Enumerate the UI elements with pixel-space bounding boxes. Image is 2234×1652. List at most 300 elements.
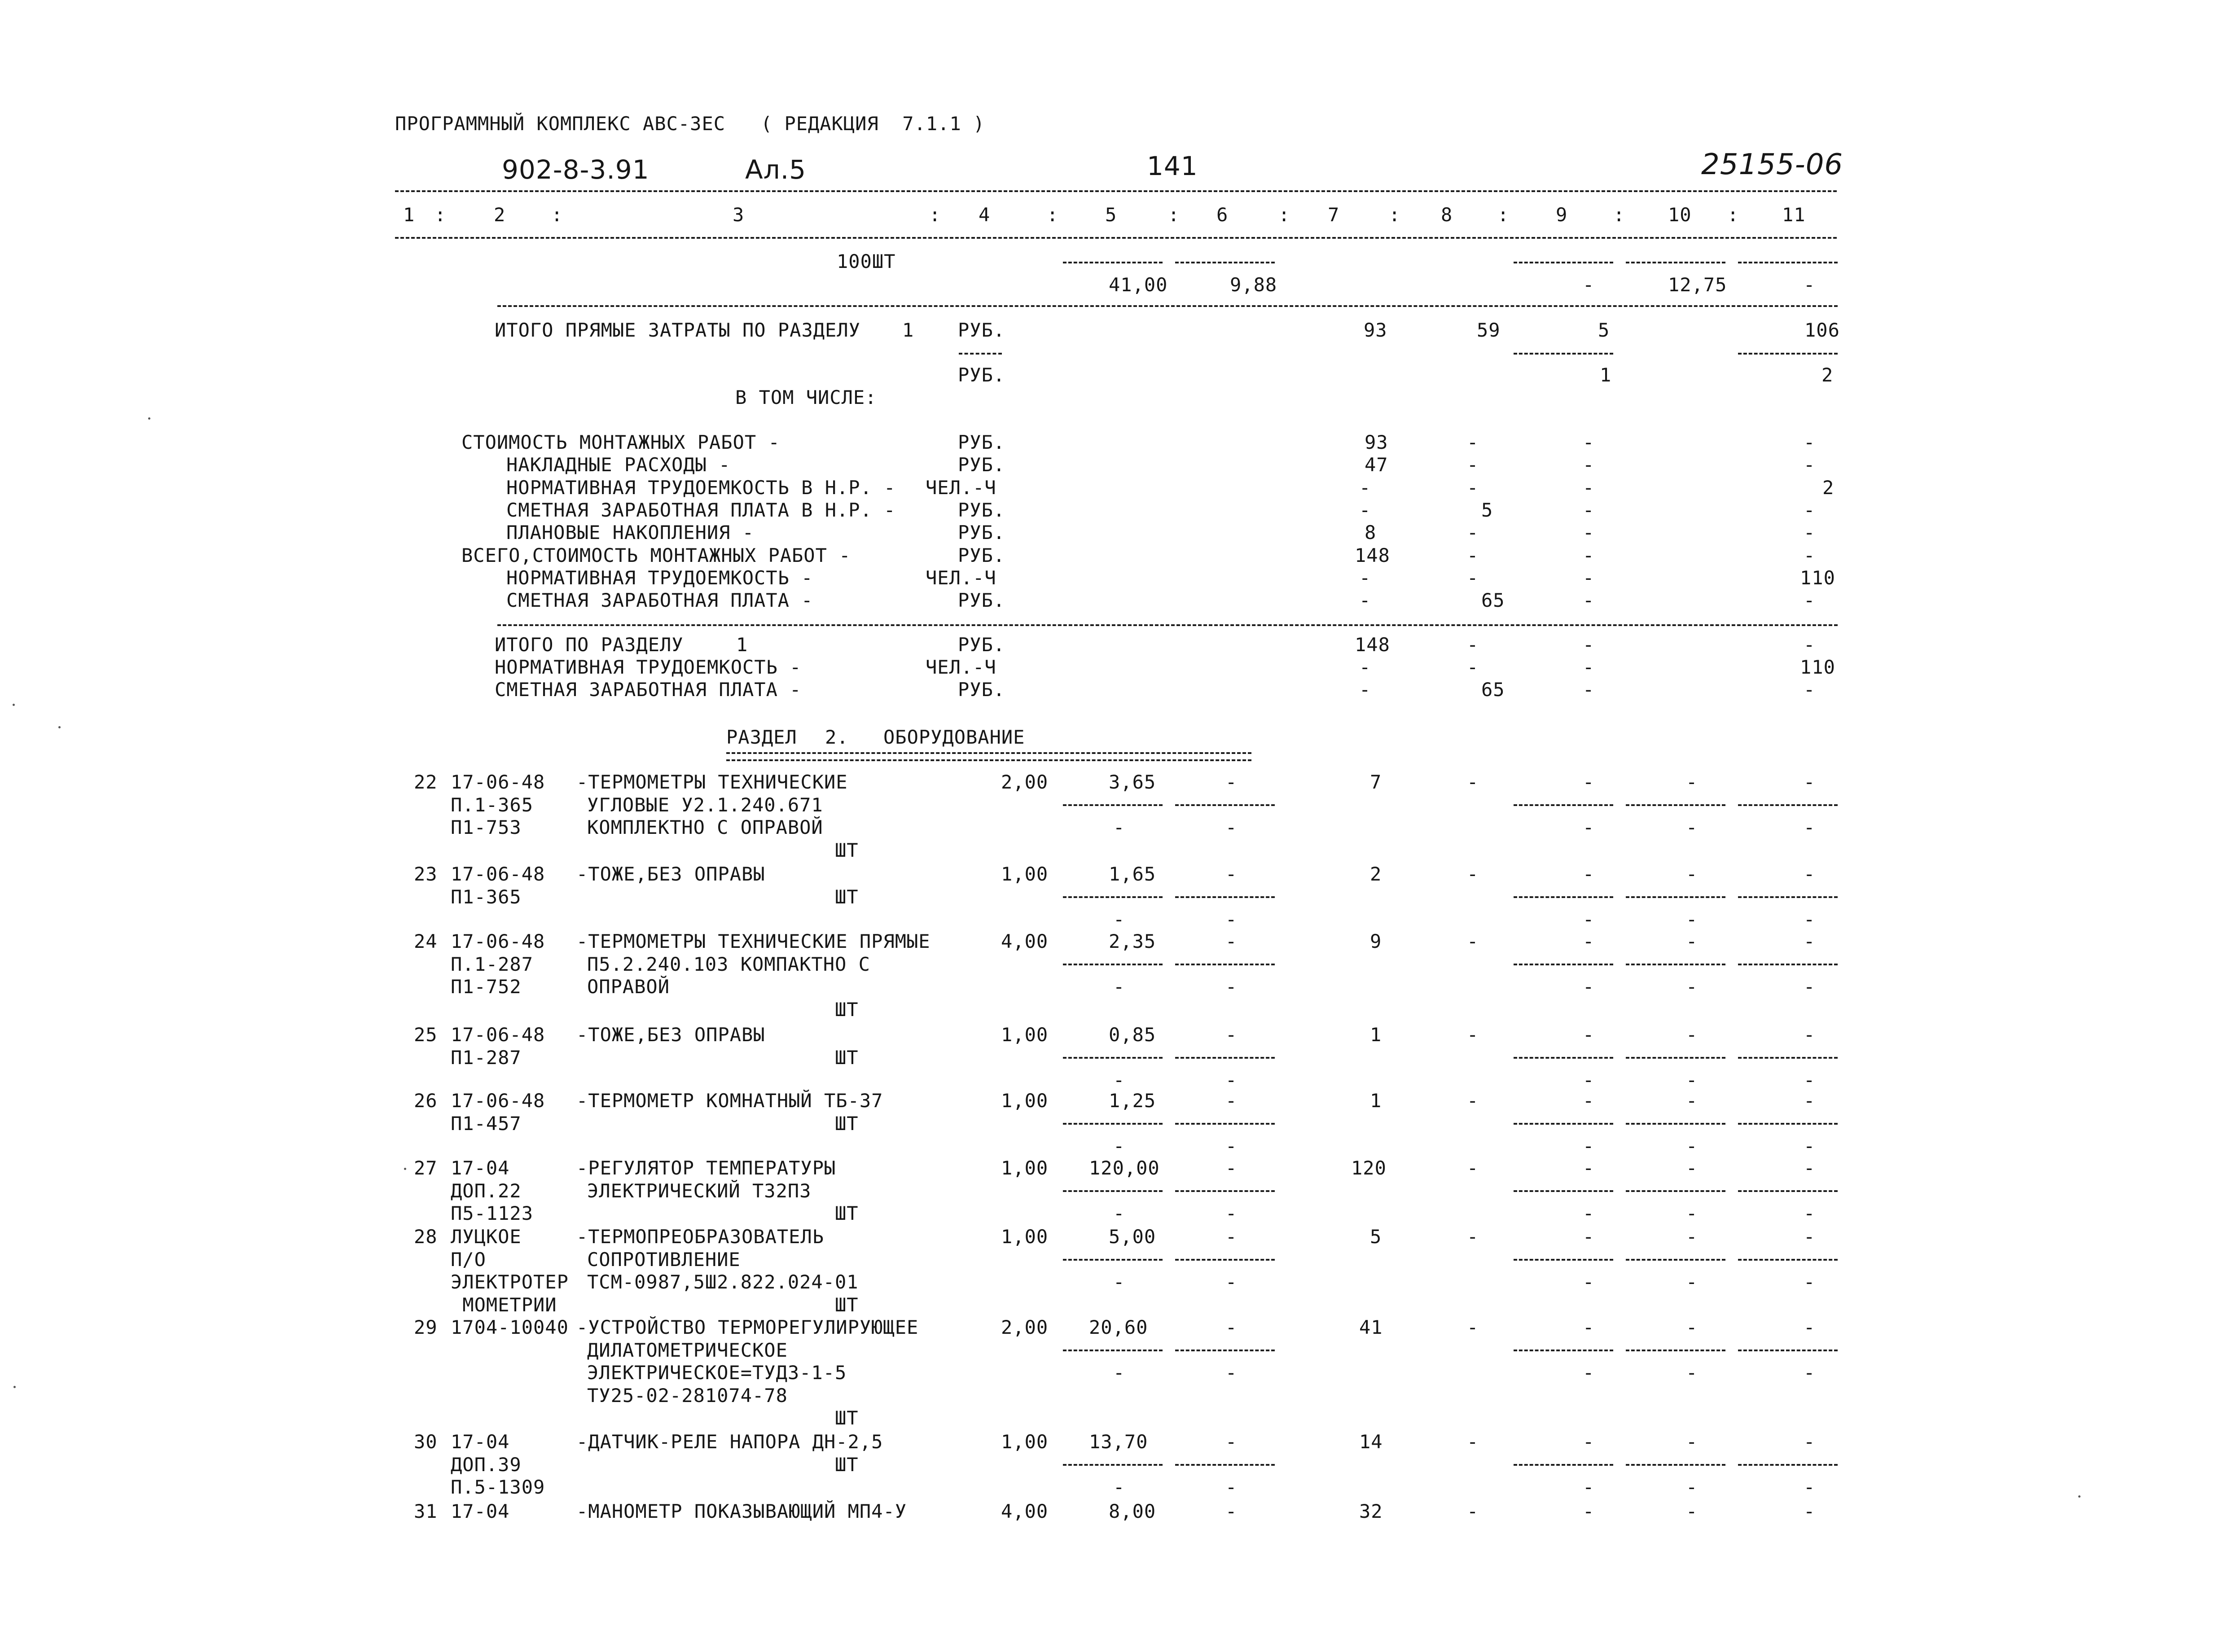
itogo-razdel-unit: ЧЕЛ.-Ч <box>926 656 996 678</box>
item-number: 27 <box>414 1157 438 1179</box>
item-sub-rule-9 <box>1514 804 1613 806</box>
item-c9: - <box>1583 1157 1595 1179</box>
breakdown-c11: - <box>1804 499 1816 521</box>
item-description: -РЕГУЛЯТОР ТЕМПЕРАТУРЫ <box>576 1157 836 1179</box>
item-c7: 1 <box>1370 1024 1382 1046</box>
item-c10: - <box>1686 1500 1698 1522</box>
section-word: РАЗДЕЛ <box>726 726 797 748</box>
item-quantity: 4,00 <box>1001 1500 1049 1522</box>
itogo-razdel-section: 1 <box>736 634 748 656</box>
item-sub-rule-5 <box>1063 896 1163 898</box>
column-number: 10 <box>1668 204 1692 226</box>
column-number: : <box>1389 204 1401 226</box>
item-sub-rule-11 <box>1738 1350 1838 1351</box>
rule-unit <box>959 353 1002 355</box>
item-c6: - <box>1225 1090 1238 1112</box>
item-c10: - <box>1686 863 1698 885</box>
item-unit: ШТ <box>835 885 859 908</box>
item-sub-rule-10 <box>1626 1350 1725 1351</box>
item-sub-c10: - <box>1686 976 1698 998</box>
item-description: СОПРОТИВЛЕНИЕ <box>587 1248 741 1271</box>
itogo-razdel-c8: - <box>1467 634 1479 656</box>
breakdown-label: НОРМАТИВНАЯ ТРУДОЕМКОСТЬ - <box>506 566 813 589</box>
breakdown-label: НАКЛАДНЫЕ РАСХОДЫ - <box>506 454 731 476</box>
item-sub-c6: - <box>1225 1135 1238 1157</box>
item-unit: ШТ <box>835 1046 859 1069</box>
scan-speck <box>2078 1495 2080 1498</box>
item-sub-c9: - <box>1583 1135 1595 1157</box>
item-c10: - <box>1686 1226 1698 1248</box>
section-title: ОБОРУДОВАНИЕ <box>883 726 1025 748</box>
item-sub-rule-6 <box>1175 804 1275 806</box>
scan-speck <box>13 704 15 706</box>
breakdown-c9: - <box>1583 521 1595 544</box>
item-quantity: 1,00 <box>1001 1157 1049 1179</box>
column-number: 1 <box>403 204 415 226</box>
column-number: : <box>1047 204 1059 226</box>
rule-before-razdel-total <box>497 624 1838 626</box>
section-underline <box>726 752 1251 761</box>
item-code: 17-06-48 <box>451 863 545 885</box>
item-c10: - <box>1686 771 1698 793</box>
item-c7: 2 <box>1370 863 1382 885</box>
item-unit: ШТ <box>835 1293 859 1316</box>
item-sub-rule-6 <box>1175 1464 1275 1466</box>
item-sub-c11: - <box>1804 1202 1816 1224</box>
item-sub-c11: - <box>1804 1271 1816 1293</box>
item-sub-rule-9 <box>1514 1464 1613 1466</box>
breakdown-c11: - <box>1804 454 1816 476</box>
item-sub-rule-11 <box>1738 1464 1838 1466</box>
item-number: 24 <box>414 930 438 952</box>
item-c11: - <box>1804 1431 1816 1453</box>
archive-number: 25155-06 <box>1701 148 1843 181</box>
breakdown-c8: - <box>1467 566 1479 589</box>
itogo-pryamye-c11: 106 <box>1804 319 1840 341</box>
breakdown-c7: 47 <box>1365 454 1388 476</box>
item-sub-rule-6 <box>1175 1190 1275 1192</box>
item-sub-rule-11 <box>1738 1123 1838 1125</box>
item-sub-c9: - <box>1583 1476 1595 1498</box>
item-number: 29 <box>414 1316 438 1338</box>
item-sub-rule-5 <box>1063 1190 1163 1192</box>
item-price: 13,70 <box>1089 1431 1148 1453</box>
item-c11: - <box>1804 1090 1816 1112</box>
rule-sub-6 <box>1175 262 1275 263</box>
column-number: : <box>551 204 563 226</box>
item-code: ЭЛЕКТРОТЕР <box>451 1271 569 1293</box>
item-unit: ШТ <box>835 1202 859 1224</box>
breakdown-unit: ЧЕЛ.-Ч <box>926 566 996 589</box>
item-sub-rule-6 <box>1175 1259 1275 1261</box>
item-c10: - <box>1686 930 1698 952</box>
item-quantity: 1,00 <box>1001 863 1049 885</box>
breakdown-c11: - <box>1804 544 1816 566</box>
breakdown-label: СМЕТНАЯ ЗАРАБОТНАЯ ПЛАТА - <box>506 589 813 612</box>
item-sub-rule-5 <box>1063 1057 1163 1059</box>
item-description: -ТЕРМОМЕТР КОМНАТНЫЙ ТБ-37 <box>576 1090 883 1112</box>
breakdown-c9: - <box>1583 589 1595 612</box>
item-number: 23 <box>414 863 438 885</box>
itogo-razdel-c11: - <box>1804 634 1816 656</box>
item-sub-rule-10 <box>1626 964 1725 965</box>
item-code: П.1-365 <box>451 793 534 816</box>
item-sub-rule-6 <box>1175 1123 1275 1125</box>
rule-sub-10 <box>1626 262 1725 263</box>
item-code: П5-1123 <box>451 1202 534 1224</box>
breakdown-c9: - <box>1583 454 1595 476</box>
item-c6: - <box>1225 1024 1238 1046</box>
item-code: 17-06-48 <box>451 930 545 952</box>
rule-sub-5 <box>1063 262 1163 263</box>
breakdown-label: СТОИМОСТЬ МОНТАЖНЫХ РАБОТ - <box>461 431 780 453</box>
itogo-razdel-c9: - <box>1583 679 1595 701</box>
item-code: П.1-287 <box>451 953 534 975</box>
item-sub-rule-9 <box>1514 896 1613 898</box>
item-description: КОМПЛЕКТНО С ОПРАВОЙ <box>587 816 823 838</box>
itogo-pryamye-c9: 5 <box>1598 319 1610 341</box>
item-code: П1-752 <box>451 976 522 998</box>
breakdown-c9: - <box>1583 566 1595 589</box>
item-quantity: 2,00 <box>1001 1316 1049 1338</box>
item-sub-rule-9 <box>1514 964 1613 965</box>
breakdown-c9: - <box>1583 476 1595 499</box>
breakdown-unit: РУБ. <box>958 544 1005 566</box>
item-c7: 1 <box>1370 1090 1382 1112</box>
breakdown-c7: - <box>1359 476 1371 499</box>
item-sub-c10: - <box>1686 1135 1698 1157</box>
item-sub-rule-10 <box>1626 896 1725 898</box>
item-c11: - <box>1804 930 1816 952</box>
item-price: 8,00 <box>1109 1500 1156 1522</box>
item-number: 25 <box>414 1024 438 1046</box>
breakdown-c7: - <box>1359 499 1371 521</box>
item-number: 28 <box>414 1226 438 1248</box>
item-c10: - <box>1686 1431 1698 1453</box>
item-code: 17-06-48 <box>451 1024 545 1046</box>
item-c7: 5 <box>1370 1226 1382 1248</box>
item-c6: - <box>1225 863 1238 885</box>
item-c9: - <box>1583 1431 1595 1453</box>
program-title: ПРОГРАММНЫЙ КОМПЛЕКС АВС-3ЕС ( РЕДАКЦИЯ 7.1.1 ) <box>395 113 985 135</box>
item-number: 30 <box>414 1431 438 1453</box>
item-c11: - <box>1804 1316 1816 1338</box>
section-number: 2. <box>825 726 849 748</box>
column-number: : <box>1168 204 1180 226</box>
item-sub-c5: - <box>1113 816 1125 838</box>
itogo-pryamye-unit2: РУБ. <box>958 364 1005 386</box>
itogo-razdel-c11: - <box>1804 679 1816 701</box>
item-quantity: 1,00 <box>1001 1090 1049 1112</box>
itogo-razdel-c9: - <box>1583 634 1595 656</box>
item-number: 22 <box>414 771 438 793</box>
item-c7: 14 <box>1359 1431 1383 1453</box>
item-description: ОПРАВОЙ <box>587 976 670 998</box>
column-number: 3 <box>733 204 745 226</box>
item-sub-c5: - <box>1113 1476 1125 1498</box>
item-sub-rule-10 <box>1626 1123 1725 1125</box>
item-sub-c5: - <box>1113 1069 1125 1091</box>
rule-before-itogo <box>497 305 1838 307</box>
breakdown-c7: 148 <box>1355 544 1390 566</box>
item-c10: - <box>1686 1316 1698 1338</box>
rule-c9 <box>1514 353 1613 355</box>
scan-speck <box>58 726 61 728</box>
item-sub-c6: - <box>1225 1069 1238 1091</box>
item-sub-rule-9 <box>1514 1123 1613 1125</box>
item-sub-rule-10 <box>1626 804 1725 806</box>
item-sub-rule-11 <box>1738 1057 1838 1059</box>
item-unit: ШТ <box>835 839 859 861</box>
item-sub-c6: - <box>1225 908 1238 930</box>
item-price: 2,35 <box>1109 930 1156 952</box>
itogo-pryamye-c11b: 2 <box>1821 364 1834 386</box>
itogo-razdel-c9: - <box>1583 656 1595 678</box>
itogo-razdel-c7: - <box>1359 656 1371 678</box>
item-sub-rule-6 <box>1175 1350 1275 1351</box>
item-c9: - <box>1583 771 1595 793</box>
item-unit: ШТ <box>835 1407 859 1429</box>
item-sub-rule-5 <box>1063 1464 1163 1466</box>
column-number: 11 <box>1782 204 1806 226</box>
item-c9: - <box>1583 1500 1595 1522</box>
breakdown-label: СМЕТНАЯ ЗАРАБОТНАЯ ПЛАТА В Н.Р. - <box>506 499 896 521</box>
item-sub-c5: - <box>1113 1362 1125 1384</box>
column-number: 6 <box>1216 204 1229 226</box>
item-code: 1704-10040 <box>451 1316 569 1338</box>
scan-speck <box>13 1386 16 1388</box>
column-number: 9 <box>1556 204 1568 226</box>
item-sub-c11: - <box>1804 1476 1816 1498</box>
itogo-razdel-unit: РУБ. <box>958 679 1005 701</box>
breakdown-c8: - <box>1467 544 1479 566</box>
header-rule-bottom <box>395 237 1837 239</box>
item-c8: - <box>1467 1157 1479 1179</box>
item-c11: - <box>1804 1226 1816 1248</box>
item-c9: - <box>1583 1024 1595 1046</box>
column-number: : <box>1613 204 1625 226</box>
item-code: П1-365 <box>451 885 522 908</box>
item-sub-c9: - <box>1583 976 1595 998</box>
breakdown-c7: - <box>1359 566 1371 589</box>
item-sub-c6: - <box>1225 1476 1238 1498</box>
item-c9: - <box>1583 1316 1595 1338</box>
item-c8: - <box>1467 771 1479 793</box>
item-sub-rule-5 <box>1063 1259 1163 1261</box>
item-number: 26 <box>414 1090 438 1112</box>
item-sub-c11: - <box>1804 908 1816 930</box>
item-quantity: 1,00 <box>1001 1226 1049 1248</box>
item-sub-rule-11 <box>1738 1259 1838 1261</box>
item-code: 17-04 <box>451 1500 510 1522</box>
item-c8: - <box>1467 1500 1479 1522</box>
itogo-razdel-c8: - <box>1467 656 1479 678</box>
item-description: -МАНОМЕТР ПОКАЗЫВАЮЩИЙ МП4-У <box>576 1500 907 1522</box>
item-sub-c10: - <box>1686 1202 1698 1224</box>
item-sub-c9: - <box>1583 816 1595 838</box>
breakdown-c7: - <box>1359 589 1371 612</box>
breakdown-c9: - <box>1583 499 1595 521</box>
item-quantity: 1,00 <box>1001 1024 1049 1046</box>
top-c11: - <box>1804 274 1816 296</box>
item-description: -ТОЖЕ,БЕЗ ОПРАВЫ <box>576 863 765 885</box>
header-rule-top <box>395 190 1837 192</box>
item-sub-rule-9 <box>1514 1259 1613 1261</box>
item-c11: - <box>1804 1024 1816 1046</box>
breakdown-unit: РУБ. <box>958 521 1005 544</box>
item-c9: - <box>1583 930 1595 952</box>
item-code: МОМЕТРИИ <box>451 1293 557 1316</box>
column-number: 7 <box>1328 204 1340 226</box>
breakdown-c11: 2 <box>1822 476 1835 499</box>
column-number: : <box>929 204 941 226</box>
breakdown-c11: 110 <box>1800 566 1835 589</box>
item-sub-rule-10 <box>1626 1464 1725 1466</box>
item-c6: - <box>1225 1500 1238 1522</box>
column-number: 2 <box>494 204 506 226</box>
breakdown-c9: - <box>1583 544 1595 566</box>
item-sub-rule-9 <box>1514 1057 1613 1059</box>
v-tom-chisle: В ТОМ ЧИСЛЕ: <box>735 386 877 408</box>
item-sub-c10: - <box>1686 816 1698 838</box>
item-sub-c6: - <box>1225 1202 1238 1224</box>
item-sub-rule-10 <box>1626 1259 1725 1261</box>
item-sub-rule-6 <box>1175 964 1275 965</box>
item-c7: 41 <box>1359 1316 1383 1338</box>
top-c10: 12,75 <box>1668 274 1727 296</box>
itogo-pryamye-label: ИТОГО ПРЯМЫЕ ЗАТРАТЫ ПО РАЗДЕЛУ <box>495 319 860 341</box>
item-code: ДОП.39 <box>451 1453 522 1476</box>
item-c7: 120 <box>1351 1157 1387 1179</box>
item-description: ЭЛЕКТРИЧЕСКИЙ Т32П3 <box>587 1179 812 1202</box>
item-sub-c5: - <box>1113 1271 1125 1293</box>
itogo-razdel-c7: 148 <box>1355 634 1390 656</box>
page-number: 141 <box>1147 151 1198 181</box>
item-sub-c11: - <box>1804 816 1816 838</box>
item-description: -ТЕРМОМЕТРЫ ТЕХНИЧЕСКИЕ <box>576 771 848 793</box>
item-sub-rule-10 <box>1626 1057 1725 1059</box>
breakdown-unit: РУБ. <box>958 454 1005 476</box>
item-sub-rule-10 <box>1626 1190 1725 1192</box>
item-code: П.5-1309 <box>451 1476 545 1498</box>
item-sub-c6: - <box>1225 1362 1238 1384</box>
item-c8: - <box>1467 930 1479 952</box>
breakdown-c9: - <box>1583 431 1595 453</box>
item-sub-c10: - <box>1686 1476 1698 1498</box>
column-number: 5 <box>1105 204 1117 226</box>
item-c6: - <box>1225 1157 1238 1179</box>
item-c6: - <box>1225 1316 1238 1338</box>
item-description: П5.2.240.103 КОМПАКТНО С <box>587 953 870 975</box>
item-code: ЛУЦКОЕ <box>451 1226 522 1248</box>
item-unit: ШТ <box>835 1453 859 1476</box>
item-sub-c9: - <box>1583 1069 1595 1091</box>
item-price: 20,60 <box>1089 1316 1148 1338</box>
item-sub-c11: - <box>1804 1135 1816 1157</box>
item-code: 17-06-48 <box>451 771 545 793</box>
item-sub-rule-9 <box>1514 1190 1613 1192</box>
item-sub-c10: - <box>1686 1271 1698 1293</box>
scan-speck <box>404 1168 406 1170</box>
scan-speck <box>148 417 150 420</box>
column-number: : <box>1278 204 1290 226</box>
unit-100sht: 100ШТ <box>837 250 896 272</box>
item-c7: 32 <box>1359 1500 1383 1522</box>
item-sub-c11: - <box>1804 1362 1816 1384</box>
item-c11: - <box>1804 1500 1816 1522</box>
item-c9: - <box>1583 863 1595 885</box>
breakdown-label: НОРМАТИВНАЯ ТРУДОЕМКОСТЬ В Н.Р. - <box>506 476 896 499</box>
breakdown-c8: 5 <box>1481 499 1493 521</box>
item-c8: - <box>1467 1226 1479 1248</box>
item-code: ДОП.22 <box>451 1179 522 1202</box>
breakdown-c11: - <box>1804 589 1816 612</box>
item-code: 17-04 <box>451 1157 510 1179</box>
item-code: 17-04 <box>451 1431 510 1453</box>
item-sub-rule-11 <box>1738 964 1838 965</box>
item-sub-c10: - <box>1686 1362 1698 1384</box>
item-c7: 9 <box>1370 930 1382 952</box>
item-sub-rule-11 <box>1738 896 1838 898</box>
itogo-pryamye-c8: 59 <box>1477 319 1501 341</box>
rule-sub-9 <box>1514 262 1613 263</box>
item-c8: - <box>1467 863 1479 885</box>
item-c6: - <box>1225 1431 1238 1453</box>
item-sub-rule-5 <box>1063 1123 1163 1125</box>
item-quantity: 1,00 <box>1001 1431 1049 1453</box>
item-code: 17-06-48 <box>451 1090 545 1112</box>
item-code: П1-753 <box>451 816 522 838</box>
item-c7: 7 <box>1370 771 1382 793</box>
item-quantity: 4,00 <box>1001 930 1049 952</box>
breakdown-c8: - <box>1467 431 1479 453</box>
item-price: 120,00 <box>1089 1157 1160 1179</box>
item-sub-c6: - <box>1225 816 1238 838</box>
top-c9: - <box>1583 274 1595 296</box>
breakdown-c8: - <box>1467 521 1479 544</box>
item-sub-c11: - <box>1804 1069 1816 1091</box>
item-price: 3,65 <box>1109 771 1156 793</box>
album-label: Ал.5 <box>745 154 807 185</box>
item-code: П1-457 <box>451 1112 522 1135</box>
item-c10: - <box>1686 1024 1698 1046</box>
column-number: 4 <box>979 204 991 226</box>
column-number: : <box>435 204 447 226</box>
item-sub-c9: - <box>1583 1271 1595 1293</box>
item-c6: - <box>1225 1226 1238 1248</box>
item-description: -ТОЖЕ,БЕЗ ОПРАВЫ <box>576 1024 765 1046</box>
item-sub-rule-11 <box>1738 1190 1838 1192</box>
item-sub-rule-6 <box>1175 1057 1275 1059</box>
item-description: УГЛОВЫЕ У2.1.240.671 <box>587 793 823 816</box>
itogo-razdel-label: НОРМАТИВНАЯ ТРУДОЕМКОСТЬ - <box>495 656 802 678</box>
breakdown-unit: РУБ. <box>958 499 1005 521</box>
item-c8: - <box>1467 1024 1479 1046</box>
breakdown-c11: - <box>1804 431 1816 453</box>
item-unit: ШТ <box>835 1112 859 1135</box>
rule-sub-11 <box>1738 262 1838 263</box>
breakdown-c8: - <box>1467 476 1479 499</box>
item-c8: - <box>1467 1090 1479 1112</box>
breakdown-label: ВСЕГО,СТОИМОСТЬ МОНТАЖНЫХ РАБОТ - <box>461 544 851 566</box>
top-c6: 9,88 <box>1230 274 1277 296</box>
item-c10: - <box>1686 1157 1698 1179</box>
breakdown-unit: ЧЕЛ.-Ч <box>926 476 996 499</box>
item-description: -ТЕРМОПРЕОБРАЗОВАТЕЛЬ <box>576 1226 825 1248</box>
column-number: : <box>1727 204 1739 226</box>
itogo-pryamye-section: 1 <box>902 319 914 341</box>
item-c11: - <box>1804 863 1816 885</box>
